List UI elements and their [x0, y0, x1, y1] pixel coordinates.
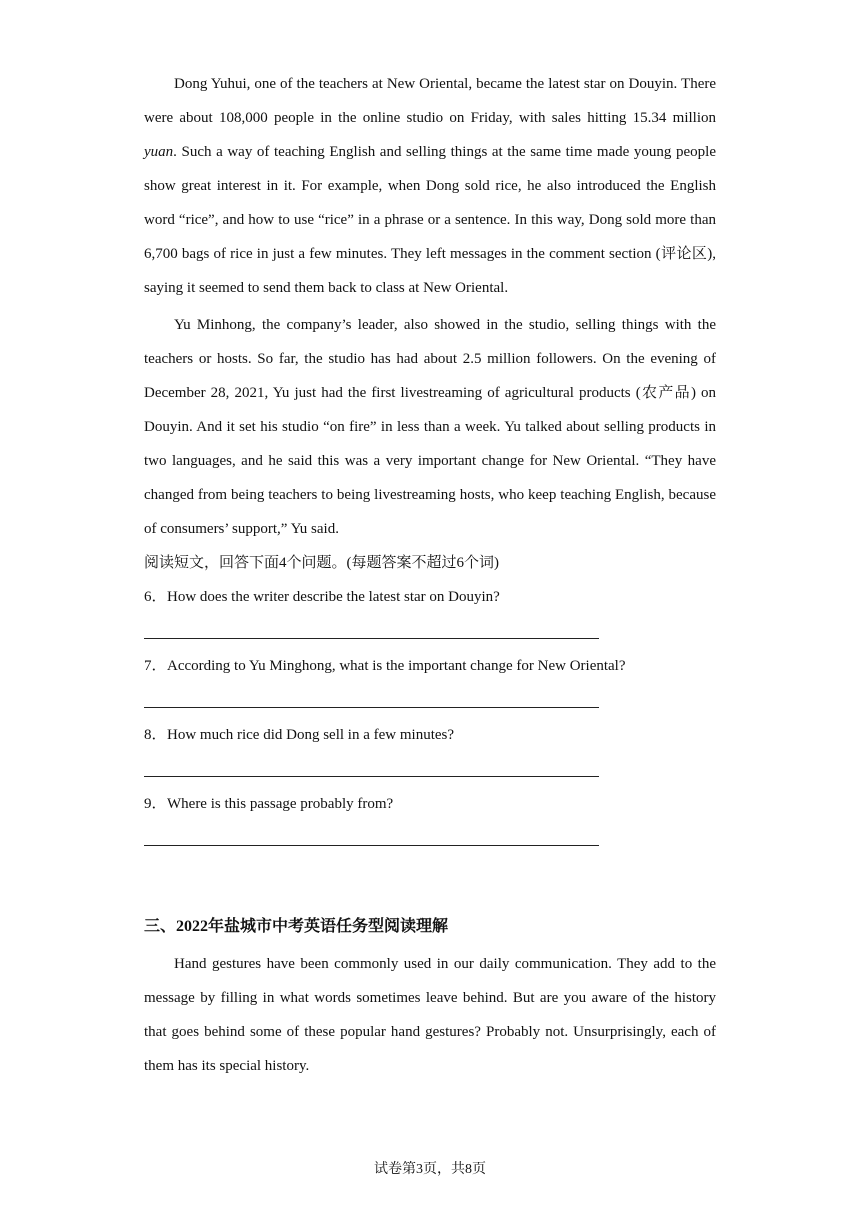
passage-paragraph-2: Yu Minhong, the company’s leader, also showed in the studio, selling things with the teachers or hosts. So far, the studio has had about 2.5 million followers. On the evening of December 28, 2021, Yu just had the first livestreaming of agricultural products (农产品) on Douyin. And it set his studio “on fire” in less than a week. Yu talked about selling products in two languages, and he said this was a very important change for New Oriental. “They have changed from being teachers to being livestreaming hosts, who keep teaching English, because of consumers’ support,” Yu said.: [144, 317, 716, 537]
question-text: According to Yu Minghong, what is the important change for New Oriental?: [167, 658, 626, 674]
answer-line-7[interactable]: [144, 707, 599, 708]
answer-line-8[interactable]: [144, 776, 599, 777]
question-8: [144, 718, 716, 777]
question-number: 7．: [144, 658, 167, 674]
question-9: [144, 787, 716, 846]
question-instruction: 阅读短文，回答下面4个问题。(每题答案不超过6个词): [144, 555, 499, 571]
passage-p1-part-a: Dong Yuhui, one of the teachers at New Oriental, became the latest star on Douyin. There were about 108,000 people in the online studio on Friday, with sales hitting 15.34 million: [144, 76, 716, 126]
page-footer: 试卷第3页，共8页: [374, 1162, 486, 1177]
passage-p1-part-b: . Such a way of teaching English and selling things at the same time made young people show great interest in it. For example, when Dong sold rice, he also introduced the English word “rice”, and how to use “rice” in a phrase or a sentence. In this way, Dong sold more than 6,700 bags of rice in just a few minutes. They left messages in the comment section (评论区), saying it seemed to send them back to class at New Oriental.: [144, 144, 716, 296]
question-number: 8．: [144, 727, 167, 743]
yuan-italic: yuan: [144, 144, 174, 160]
section-3-paragraph-1: Hand gestures have been commonly used in our daily communication. They add to the message by filling in what words sometimes leave behind. But are you aware of the history that goes behind some of these popular hand gestures? Probably not. Unsurprisingly, each of them has its special history.: [144, 956, 716, 1074]
question-text: Where is this passage probably from?: [167, 796, 394, 812]
question-number: 9．: [144, 796, 167, 812]
answer-line-9[interactable]: [144, 845, 599, 846]
question-7: [144, 649, 716, 708]
reading-passage-section: [144, 64, 716, 856]
question-text: How does the writer describe the latest star on Douyin?: [167, 589, 500, 605]
answer-line-6[interactable]: [144, 638, 599, 639]
passage-paragraph-1: [144, 64, 716, 305]
question-number: 6．: [144, 589, 167, 605]
question-6: [144, 580, 716, 639]
section-3-title: 三、2022年盐城市中考英语任务型阅读理解: [144, 918, 449, 935]
question-text: How much rice did Dong sell in a few minutes?: [167, 727, 455, 743]
section-3-passage: [144, 944, 716, 1083]
